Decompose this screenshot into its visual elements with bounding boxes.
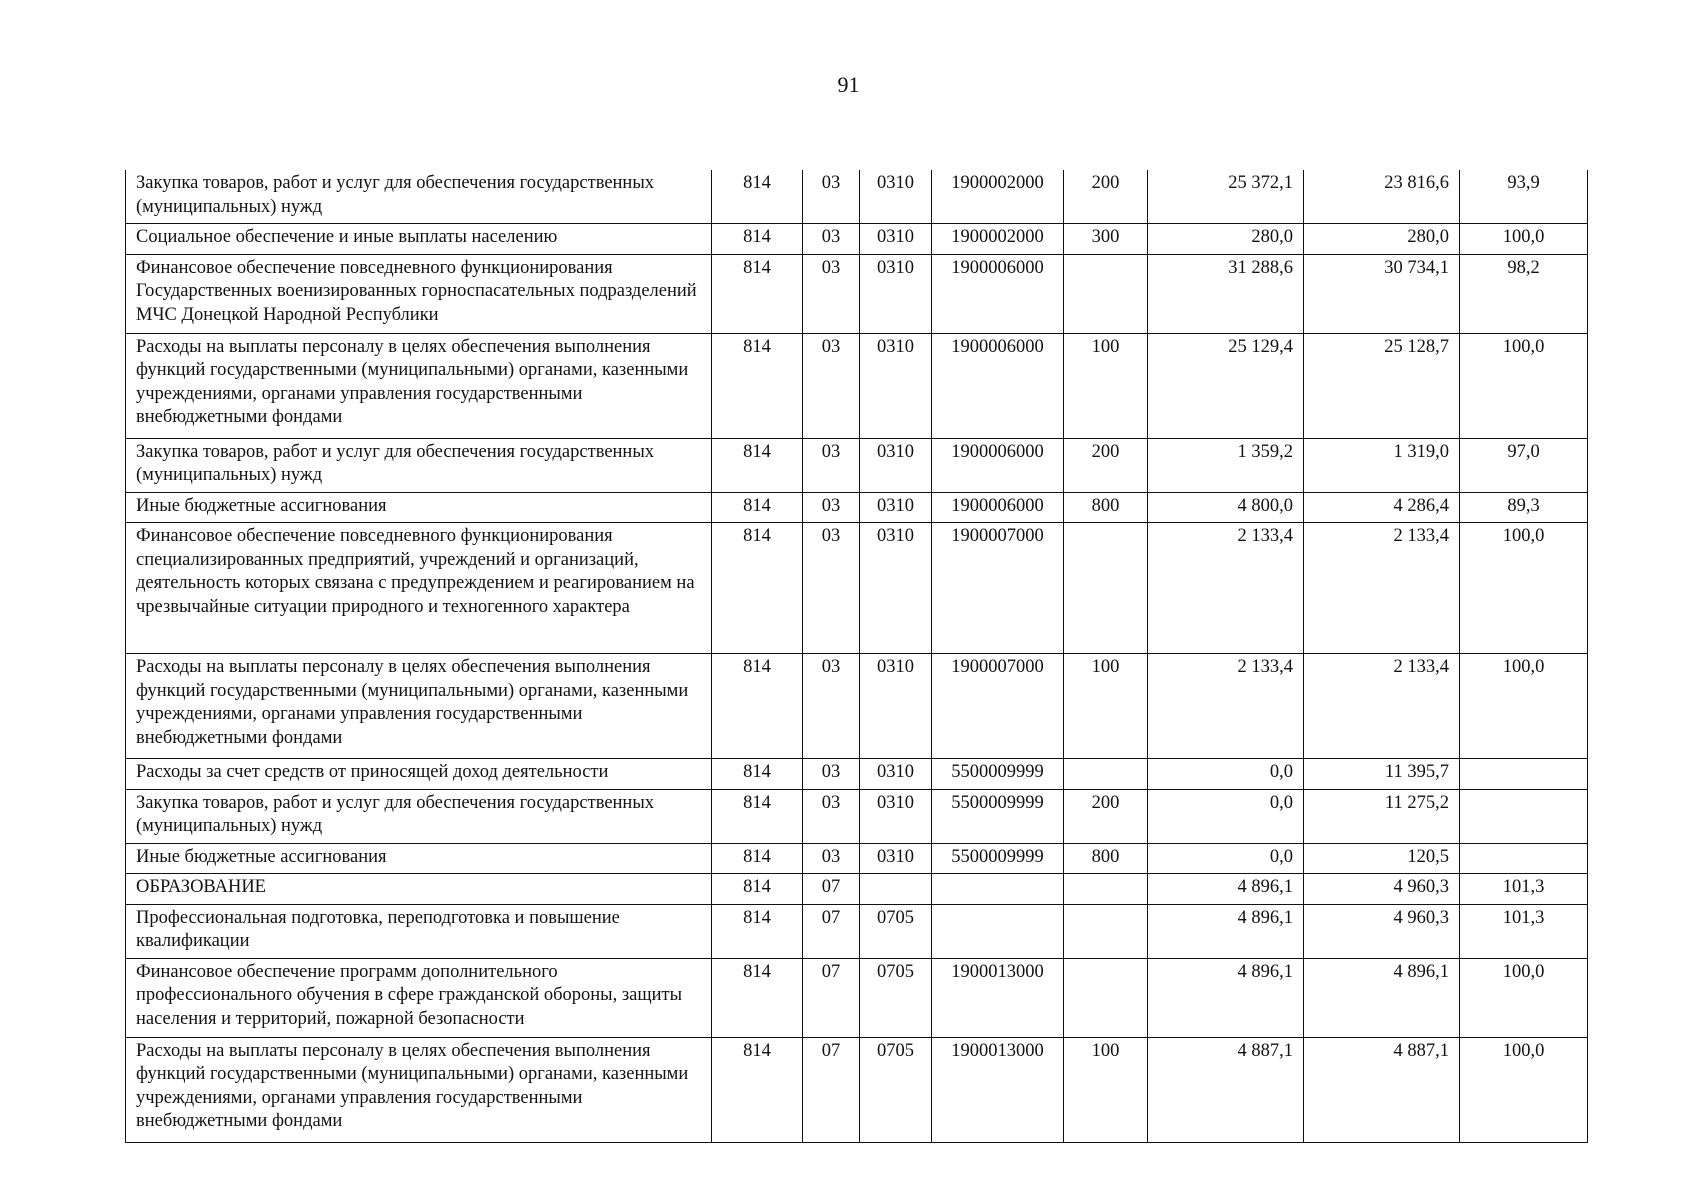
target-item-code-cell: 1900013000	[932, 958, 1064, 1037]
expense-type-code-cell	[1064, 874, 1148, 905]
planned-amount-cell: 2 133,4	[1148, 654, 1304, 759]
actual-amount-cell: 4 960,3	[1304, 904, 1460, 958]
target-item-code-cell: 5500009999	[932, 759, 1064, 790]
target-item-code-cell: 5500009999	[932, 789, 1064, 843]
table-row	[126, 759, 1588, 790]
ved-code-cell: 814	[712, 654, 803, 759]
actual-amount-cell: 4 960,3	[1304, 874, 1460, 905]
expense-type-code-cell	[1064, 254, 1148, 333]
target-item-code-cell: 1900006000	[932, 333, 1064, 438]
section-code-cell: 03	[803, 333, 860, 438]
budget-table	[125, 170, 1588, 1143]
table-row	[126, 254, 1588, 333]
expense-type-code-cell: 100	[1064, 654, 1148, 759]
execution-percent-cell	[1460, 759, 1588, 790]
planned-amount-cell: 1 359,2	[1148, 438, 1304, 492]
ved-code-cell: 814	[712, 843, 803, 874]
subsection-code-cell: 0310	[860, 789, 932, 843]
planned-amount-cell: 4 896,1	[1148, 958, 1304, 1037]
expense-type-code-cell	[1064, 904, 1148, 958]
ved-code-cell: 814	[712, 492, 803, 523]
subsection-code-cell: 0310	[860, 333, 932, 438]
planned-amount-cell: 4 800,0	[1148, 492, 1304, 523]
actual-amount-cell: 2 133,4	[1304, 654, 1460, 759]
ved-code-cell: 814	[712, 333, 803, 438]
page-number: 91	[837, 72, 860, 97]
execution-percent-cell: 100,0	[1460, 1037, 1588, 1142]
section-code-cell: 07	[803, 874, 860, 905]
table-row	[126, 843, 1588, 874]
target-item-code-cell: 1900006000	[932, 438, 1064, 492]
table-row	[126, 958, 1588, 1037]
row-name-cell: Финансовое обеспечение повседневного функционирования специализированных предприятий, учреждений и организаций, деятельность которых связана с предупреждением и реагированием на чрезвычайные ситуации природного и техногенного характера	[126, 523, 712, 654]
target-item-code-cell: 1900006000	[932, 254, 1064, 333]
execution-percent-cell	[1460, 789, 1588, 843]
execution-percent-cell: 93,9	[1460, 170, 1588, 224]
section-code-cell: 03	[803, 224, 860, 255]
expense-type-code-cell: 200	[1064, 438, 1148, 492]
planned-amount-cell: 31 288,6	[1148, 254, 1304, 333]
actual-amount-cell: 11 275,2	[1304, 789, 1460, 843]
subsection-code-cell: 0310	[860, 224, 932, 255]
ved-code-cell: 814	[712, 170, 803, 224]
table-row	[126, 492, 1588, 523]
actual-amount-cell: 280,0	[1304, 224, 1460, 255]
table-row	[126, 523, 1588, 654]
subsection-code-cell: 0310	[860, 843, 932, 874]
section-code-cell: 03	[803, 654, 860, 759]
subsection-code-cell: 0705	[860, 958, 932, 1037]
table-row	[126, 654, 1588, 759]
expense-type-code-cell	[1064, 958, 1148, 1037]
section-code-cell: 03	[803, 523, 860, 654]
execution-percent-cell: 97,0	[1460, 438, 1588, 492]
execution-percent-cell: 100,0	[1460, 654, 1588, 759]
row-name-cell: Закупка товаров, работ и услуг для обеспечения государственных (муниципальных) нужд	[126, 438, 712, 492]
subsection-code-cell: 0310	[860, 492, 932, 523]
row-name-cell: Закупка товаров, работ и услуг для обеспечения государственных (муниципальных) нужд	[126, 789, 712, 843]
actual-amount-cell: 1 319,0	[1304, 438, 1460, 492]
planned-amount-cell: 25 372,1	[1148, 170, 1304, 224]
table-row	[126, 1037, 1588, 1142]
target-item-code-cell: 1900007000	[932, 523, 1064, 654]
planned-amount-cell: 4 887,1	[1148, 1037, 1304, 1142]
execution-percent-cell: 100,0	[1460, 958, 1588, 1037]
subsection-code-cell: 0705	[860, 1037, 932, 1142]
execution-percent-cell: 101,3	[1460, 874, 1588, 905]
ved-code-cell: 814	[712, 1037, 803, 1142]
section-code-cell: 07	[803, 958, 860, 1037]
ved-code-cell: 814	[712, 523, 803, 654]
planned-amount-cell: 0,0	[1148, 789, 1304, 843]
ved-code-cell: 814	[712, 759, 803, 790]
row-name-cell: Иные бюджетные ассигнования	[126, 843, 712, 874]
subsection-code-cell	[860, 874, 932, 905]
ved-code-cell: 814	[712, 224, 803, 255]
row-name-cell: Расходы на выплаты персоналу в целях обеспечения выполнения функций государственными (муниципальными) органами, казенными учреждениями, органами управления государственными внебюджетными фондами	[126, 333, 712, 438]
execution-percent-cell: 100,0	[1460, 523, 1588, 654]
actual-amount-cell: 23 816,6	[1304, 170, 1460, 224]
planned-amount-cell: 280,0	[1148, 224, 1304, 255]
ved-code-cell: 814	[712, 438, 803, 492]
execution-percent-cell	[1460, 843, 1588, 874]
section-code-cell: 03	[803, 492, 860, 523]
row-name-cell: ОБРАЗОВАНИЕ	[126, 874, 712, 905]
planned-amount-cell: 4 896,1	[1148, 904, 1304, 958]
planned-amount-cell: 0,0	[1148, 843, 1304, 874]
subsection-code-cell: 0310	[860, 170, 932, 224]
subsection-code-cell: 0310	[860, 759, 932, 790]
ved-code-cell: 814	[712, 254, 803, 333]
subsection-code-cell: 0310	[860, 654, 932, 759]
expense-type-code-cell: 100	[1064, 1037, 1148, 1142]
execution-percent-cell: 101,3	[1460, 904, 1588, 958]
actual-amount-cell: 120,5	[1304, 843, 1460, 874]
section-code-cell: 03	[803, 843, 860, 874]
ved-code-cell: 814	[712, 789, 803, 843]
section-code-cell: 03	[803, 789, 860, 843]
expense-type-code-cell: 800	[1064, 843, 1148, 874]
target-item-code-cell: 5500009999	[932, 843, 1064, 874]
actual-amount-cell: 4 286,4	[1304, 492, 1460, 523]
actual-amount-cell: 2 133,4	[1304, 523, 1460, 654]
execution-percent-cell: 98,2	[1460, 254, 1588, 333]
section-code-cell: 07	[803, 1037, 860, 1142]
row-name-cell: Закупка товаров, работ и услуг для обеспечения государственных (муниципальных) нужд	[126, 170, 712, 224]
planned-amount-cell: 25 129,4	[1148, 333, 1304, 438]
target-item-code-cell: 1900002000	[932, 170, 1064, 224]
row-name-cell: Расходы за счет средств от приносящей доход деятельности	[126, 759, 712, 790]
section-code-cell: 03	[803, 438, 860, 492]
target-item-code-cell: 1900013000	[932, 1037, 1064, 1142]
execution-percent-cell: 100,0	[1460, 224, 1588, 255]
section-code-cell: 03	[803, 759, 860, 790]
row-name-cell: Социальное обеспечение и иные выплаты населению	[126, 224, 712, 255]
target-item-code-cell: 1900002000	[932, 224, 1064, 255]
row-name-cell: Расходы на выплаты персоналу в целях обеспечения выполнения функций государственными (муниципальными) органами, казенными учреждениями, органами управления государственными внебюджетными фондами	[126, 1037, 712, 1142]
subsection-code-cell: 0310	[860, 438, 932, 492]
execution-percent-cell: 89,3	[1460, 492, 1588, 523]
target-item-code-cell	[932, 904, 1064, 958]
expense-type-code-cell	[1064, 759, 1148, 790]
ved-code-cell: 814	[712, 958, 803, 1037]
actual-amount-cell: 11 395,7	[1304, 759, 1460, 790]
planned-amount-cell: 4 896,1	[1148, 874, 1304, 905]
table-row	[126, 904, 1588, 958]
expense-type-code-cell: 200	[1064, 170, 1148, 224]
row-name-cell: Финансовое обеспечение повседневного функционирования Государственных военизированных горноспасательных подразделений МЧС Донецкой Народной Республики	[126, 254, 712, 333]
row-name-cell: Иные бюджетные ассигнования	[126, 492, 712, 523]
actual-amount-cell: 4 896,1	[1304, 958, 1460, 1037]
section-code-cell: 03	[803, 254, 860, 333]
expense-type-code-cell: 100	[1064, 333, 1148, 438]
expense-type-code-cell: 200	[1064, 789, 1148, 843]
table-row	[126, 789, 1588, 843]
row-name-cell: Финансовое обеспечение программ дополнительного профессионального обучения в сфере гражданской обороны, защиты населения и территорий, пожарной безопасности	[126, 958, 712, 1037]
target-item-code-cell: 1900006000	[932, 492, 1064, 523]
subsection-code-cell: 0310	[860, 254, 932, 333]
section-code-cell: 07	[803, 904, 860, 958]
table-row	[126, 874, 1588, 905]
planned-amount-cell: 2 133,4	[1148, 523, 1304, 654]
target-item-code-cell: 1900007000	[932, 654, 1064, 759]
actual-amount-cell: 25 128,7	[1304, 333, 1460, 438]
expense-type-code-cell: 800	[1064, 492, 1148, 523]
subsection-code-cell: 0310	[860, 523, 932, 654]
table-row	[126, 224, 1588, 255]
section-code-cell: 03	[803, 170, 860, 224]
execution-percent-cell: 100,0	[1460, 333, 1588, 438]
ved-code-cell: 814	[712, 874, 803, 905]
row-name-cell: Расходы на выплаты персоналу в целях обеспечения выполнения функций государственными (муниципальными) органами, казенными учреждениями, органами управления государственными внебюджетными фондами	[126, 654, 712, 759]
table-row	[126, 438, 1588, 492]
target-item-code-cell	[932, 874, 1064, 905]
expense-type-code-cell	[1064, 523, 1148, 654]
actual-amount-cell: 30 734,1	[1304, 254, 1460, 333]
table-row	[126, 333, 1588, 438]
expense-type-code-cell: 300	[1064, 224, 1148, 255]
table-row	[126, 170, 1588, 224]
ved-code-cell: 814	[712, 904, 803, 958]
actual-amount-cell: 4 887,1	[1304, 1037, 1460, 1142]
row-name-cell: Профессиональная подготовка, переподготовка и повышение квалификации	[126, 904, 712, 958]
subsection-code-cell: 0705	[860, 904, 932, 958]
planned-amount-cell: 0,0	[1148, 759, 1304, 790]
